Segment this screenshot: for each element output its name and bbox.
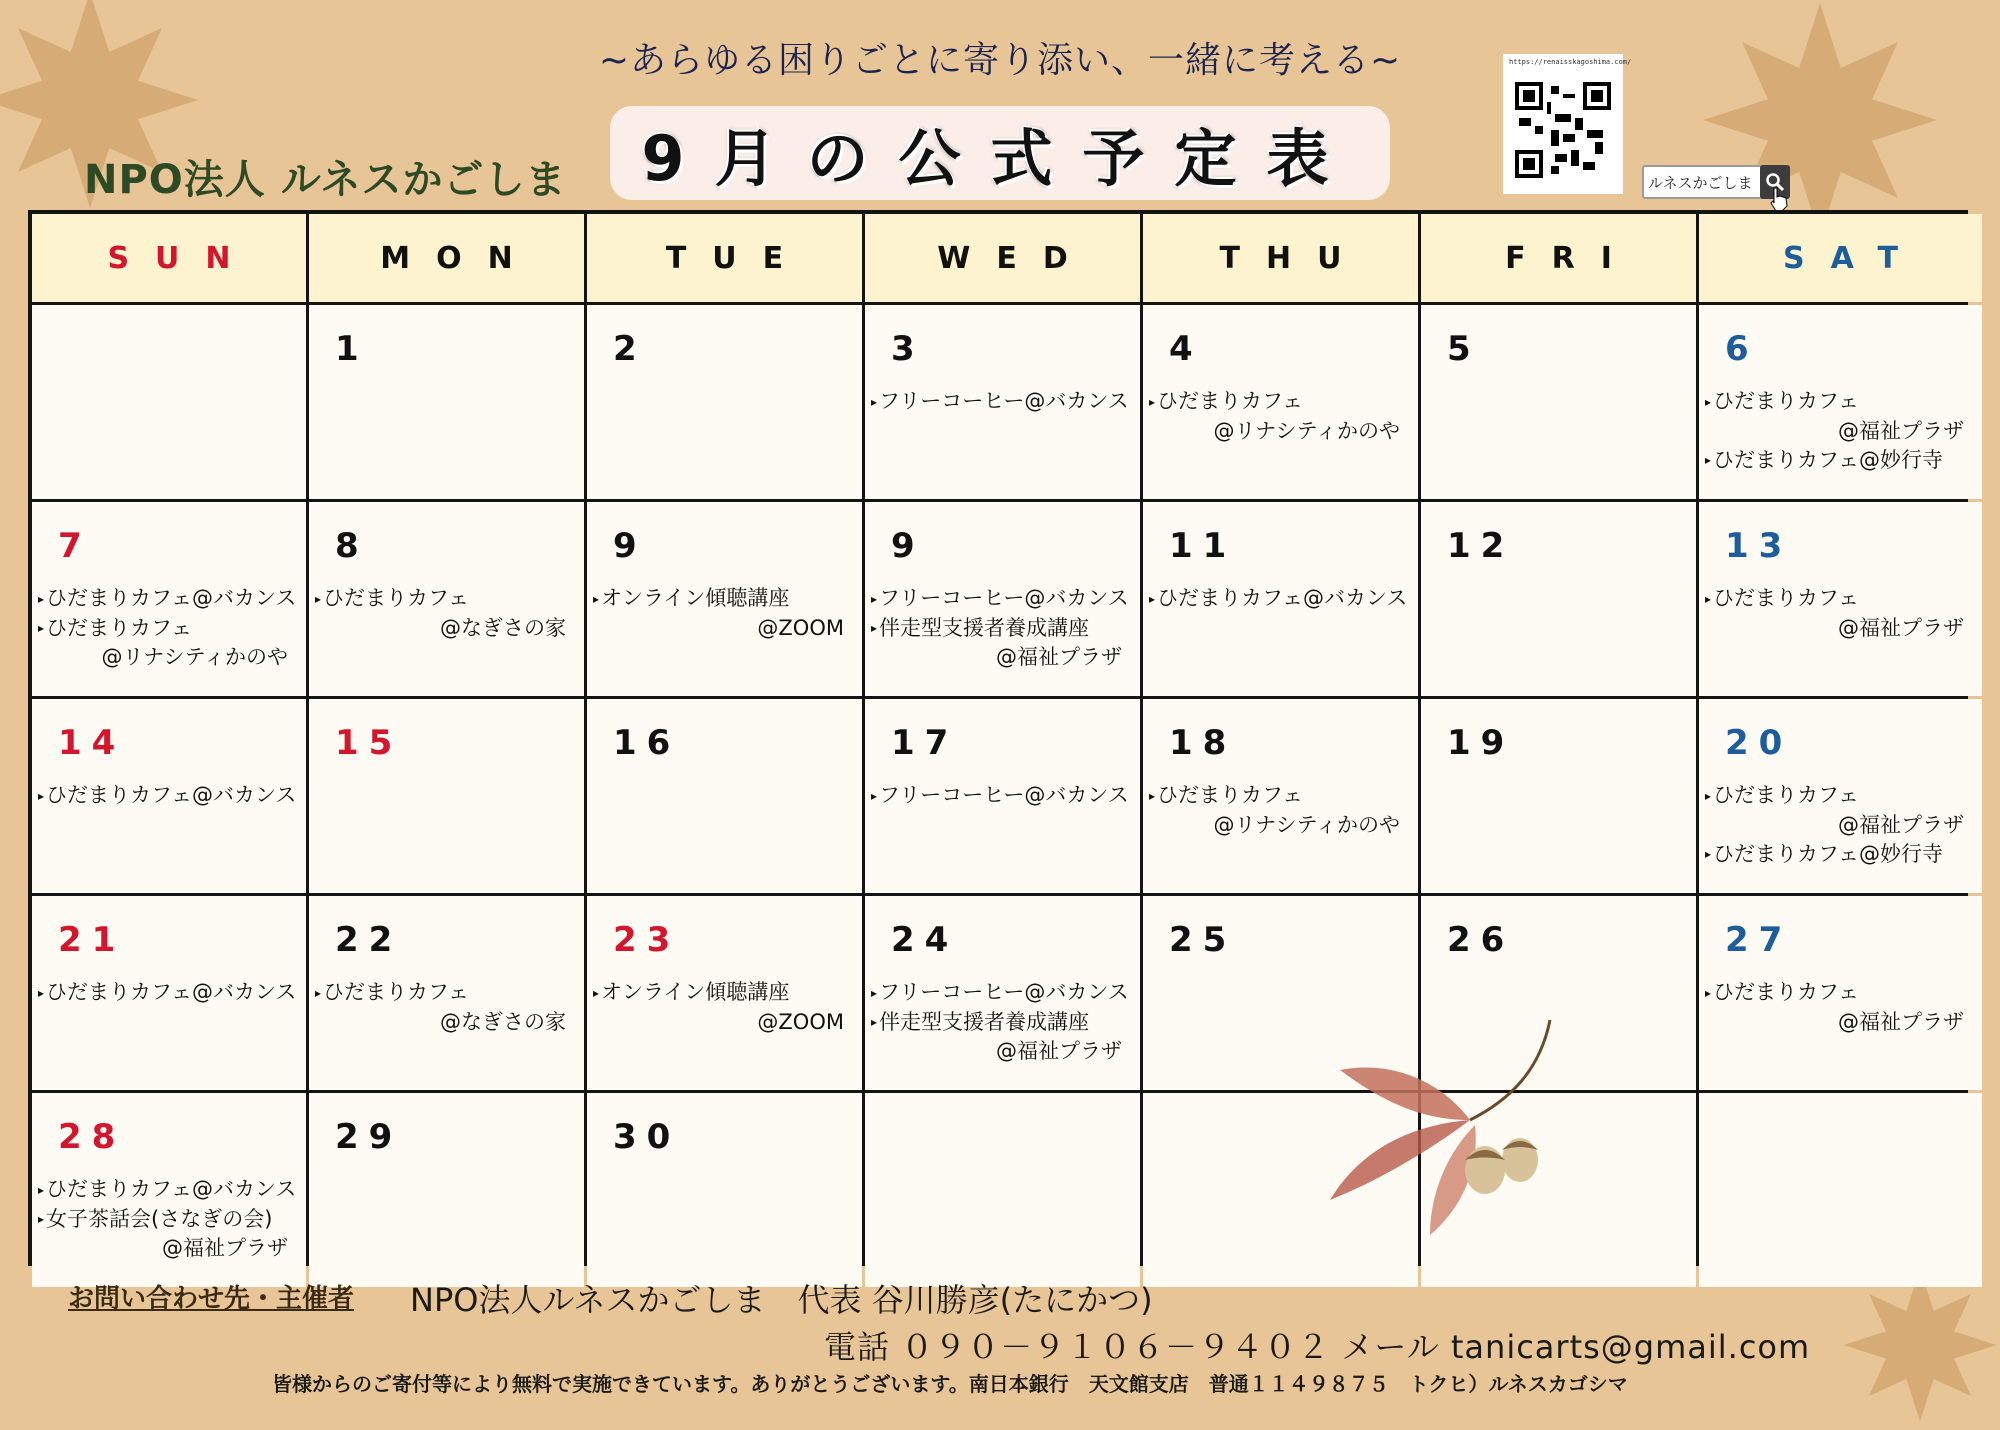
day-number: 13: [1725, 526, 1793, 566]
calendar-day-cell: [865, 1093, 1140, 1287]
event-item: [38, 614, 302, 673]
event-item: [1705, 446, 1978, 476]
contact-line: 電話 ０９０－９１０６－９４０２ メール tanicarts@gmail.com: [824, 1328, 1811, 1366]
calendar-day-cell: [865, 502, 1140, 696]
event-list: [1705, 781, 1978, 869]
day-number: 11: [1169, 526, 1237, 566]
event-item: [871, 387, 1136, 417]
day-number: 5: [1447, 329, 1481, 369]
weekday-header-sun: SUN: [32, 214, 306, 302]
event-item: [1705, 387, 1978, 446]
event-item: [1705, 781, 1978, 840]
bullet-triangle-icon: ▸: [38, 621, 45, 635]
event-title: ひだまりカフェ@バカンス: [46, 1177, 297, 1201]
day-number: 22: [335, 920, 403, 960]
day-number: 8: [335, 526, 369, 566]
day-number: 6: [1725, 329, 1759, 369]
event-item: [38, 781, 302, 811]
day-number: 9: [891, 526, 925, 566]
event-list: [593, 978, 858, 1037]
calendar-day-cell: [1421, 699, 1696, 893]
event-item: [593, 978, 858, 1037]
tagline: ~あらゆる困りごとに寄り添い、一緒に考える~: [598, 40, 1402, 81]
day-number: 1: [335, 329, 369, 369]
calendar-day-cell: [309, 1093, 584, 1287]
day-number: 27: [1725, 920, 1793, 960]
weekday-header-wed: WED: [865, 214, 1140, 302]
day-number: 12: [1447, 526, 1515, 566]
bullet-triangle-icon: ▸: [1705, 394, 1712, 409]
event-title: ひだまりカフェ@妙行寺: [1713, 841, 1943, 866]
event-list: [1705, 584, 1978, 643]
bullet-triangle-icon: ▸: [1149, 788, 1156, 803]
qr-code-icon: [1515, 82, 1611, 178]
day-number: 18: [1169, 723, 1237, 763]
bullet-triangle-icon: ▸: [871, 621, 878, 635]
day-number: 9: [613, 526, 647, 566]
weekday-header-tue: TUE: [587, 214, 862, 302]
bullet-triangle-icon: ▸: [871, 394, 878, 409]
day-number: 4: [1169, 329, 1203, 369]
calendar-day-cell: [865, 305, 1140, 499]
event-title: ひだまりカフェ@バカンス: [1157, 586, 1408, 610]
bullet-triangle-icon: ▸: [871, 1015, 878, 1029]
event-list: [1149, 781, 1414, 840]
bullet-triangle-icon: ▸: [38, 985, 45, 1000]
event-item: [315, 978, 580, 1037]
calendar-day-cell: [1699, 699, 1982, 893]
calendar-grid: [28, 210, 1968, 1266]
event-list: [315, 584, 580, 643]
event-title: ひだまりカフェ: [1713, 980, 1859, 1004]
bullet-triangle-icon: ▸: [38, 1212, 45, 1226]
event-title: ひだまりカフェ: [1157, 389, 1303, 413]
qr-code[interactable]: [1503, 54, 1632, 194]
calendar-day-cell: [587, 502, 862, 696]
day-number: 15: [335, 723, 403, 763]
event-item: [871, 781, 1136, 811]
acorn-leaf-illustration: [1320, 1010, 1580, 1240]
event-list: [38, 584, 302, 672]
event-item: [38, 1175, 302, 1205]
event-location: @リナシティかのや: [101, 645, 288, 669]
event-item: [1705, 840, 1978, 870]
bullet-triangle-icon: ▸: [1705, 453, 1712, 467]
calendar-day-cell: [865, 896, 1140, 1090]
event-title: ひだまりカフェ: [1713, 586, 1859, 610]
day-number: 14: [58, 723, 126, 763]
event-location: @福祉プラザ: [1838, 615, 1964, 640]
event-list: [871, 781, 1136, 811]
event-item: [38, 1205, 302, 1264]
donation-bank-line: 皆様からのご寄付等により無料で実施できています。ありがとうございます。南日本銀行 天文館支店 普通１１４９８７５ トクヒ）ルネスカゴシマ: [272, 1372, 1628, 1396]
event-title: ひだまりカフェ: [1157, 783, 1303, 807]
event-list: [38, 978, 302, 1008]
event-item: [1705, 584, 1978, 643]
event-list: [38, 1175, 302, 1263]
event-item: [38, 978, 302, 1008]
calendar-day-cell: [1421, 502, 1696, 696]
event-title: ひだまりカフェ: [323, 586, 469, 610]
event-title: ひだまりカフェ: [1713, 389, 1859, 413]
calendar-day-cell: [32, 896, 306, 1090]
event-location: @福祉プラザ: [1838, 1009, 1964, 1034]
event-title: 伴走型支援者養成講座: [879, 1009, 1090, 1034]
event-list: [593, 584, 858, 643]
day-number: 16: [613, 723, 681, 763]
bullet-triangle-icon: ▸: [871, 788, 878, 803]
event-list: [1149, 584, 1414, 614]
event-title: ひだまりカフェ@バカンス: [46, 783, 297, 807]
day-number: 29: [335, 1117, 403, 1157]
weekday-header-sat: SAT: [1699, 214, 1982, 302]
event-list: [1149, 387, 1414, 446]
day-number: 26: [1447, 920, 1515, 960]
bullet-triangle-icon: ▸: [871, 985, 878, 1000]
event-title: フリーコーヒー@バカンス: [879, 389, 1129, 413]
event-location: @福祉プラザ: [162, 1236, 288, 1260]
event-title: 女子茶話会(さなぎの会): [46, 1206, 273, 1231]
event-title: ひだまりカフェ@バカンス: [46, 586, 297, 610]
event-location: @リナシティかのや: [1213, 418, 1400, 443]
event-list: [871, 978, 1136, 1066]
bullet-triangle-icon: ▸: [1705, 788, 1712, 803]
organization-name: NPO法人 ルネスかごしま: [84, 157, 567, 203]
page-title: 9月の公式予定表: [641, 121, 1359, 195]
event-title: フリーコーヒー@バカンス: [879, 980, 1129, 1004]
calendar-day-cell: [865, 699, 1140, 893]
day-number: 3: [891, 329, 925, 369]
event-location: @ZOOM: [757, 1009, 844, 1034]
event-item: [1149, 781, 1414, 840]
event-location: @福祉プラザ: [1838, 418, 1964, 443]
day-number: 28: [58, 1117, 126, 1157]
event-item: [315, 584, 580, 643]
calendar-day-cell: [309, 699, 584, 893]
event-title: ひだまりカフェ@妙行寺: [1713, 447, 1943, 472]
calendar-day-cell: [1143, 699, 1418, 893]
event-list: [871, 387, 1136, 417]
event-list: [315, 978, 580, 1037]
calendar-day-cell: [309, 896, 584, 1090]
weekday-header-fri: FRI: [1421, 214, 1696, 302]
calendar-day-cell: [32, 699, 306, 893]
day-number: 17: [891, 723, 959, 763]
event-location: @ZOOM: [757, 615, 844, 640]
calendar-day-cell: [32, 1093, 306, 1287]
event-title: ひだまりカフェ: [323, 980, 469, 1004]
day-number: 21: [58, 920, 126, 960]
event-location: @福祉プラザ: [996, 1039, 1122, 1063]
event-item: [1149, 387, 1414, 446]
event-title: ひだまりカフェ@バカンス: [46, 980, 297, 1004]
calendar-day-cell: [32, 305, 306, 499]
event-list: [871, 584, 1136, 672]
qr-url: https://renaisskagoshima.com/: [1509, 58, 1632, 66]
day-number: 24: [891, 920, 959, 960]
bullet-triangle-icon: ▸: [1705, 985, 1712, 1000]
bullet-triangle-icon: ▸: [1149, 394, 1156, 409]
day-number: 19: [1447, 723, 1515, 763]
event-item: [1705, 978, 1978, 1037]
calendar-day-cell: [587, 896, 862, 1090]
bullet-triangle-icon: ▸: [593, 985, 600, 1000]
calendar-day-cell: [1143, 502, 1418, 696]
day-number: 2: [613, 329, 647, 369]
calendar-day-cell: [1699, 502, 1982, 696]
calendar-day-cell: [1143, 305, 1418, 499]
bullet-triangle-icon: ▸: [1149, 591, 1156, 606]
event-title: ひだまりカフェ: [46, 615, 192, 640]
event-item: [871, 978, 1136, 1008]
event-location: @なぎさの家: [440, 1009, 566, 1034]
event-location: @なぎさの家: [440, 615, 566, 640]
bullet-triangle-icon: ▸: [1705, 847, 1712, 861]
bullet-triangle-icon: ▸: [38, 788, 45, 803]
bullet-triangle-icon: ▸: [1705, 591, 1712, 606]
event-list: [1705, 978, 1978, 1037]
event-title: オンライン傾聴講座: [601, 980, 790, 1004]
day-number: 20: [1725, 723, 1793, 763]
event-item: [38, 584, 302, 614]
event-title: オンライン傾聴講座: [601, 586, 790, 610]
event-title: フリーコーヒー@バカンス: [879, 783, 1129, 807]
event-list: [1705, 387, 1978, 475]
calendar-day-cell: [587, 1093, 862, 1287]
event-list: [38, 781, 302, 811]
calendar-day-cell: [1699, 896, 1982, 1090]
calendar-day-cell: [1421, 305, 1696, 499]
title-banner: [610, 106, 1390, 200]
day-number: 7: [58, 526, 92, 566]
calendar-day-cell: [1699, 1093, 1982, 1287]
day-number: 25: [1169, 920, 1237, 960]
bullet-triangle-icon: ▸: [38, 591, 45, 606]
bullet-triangle-icon: ▸: [871, 591, 878, 606]
organizer-line: NPO法人ルネスかごしま 代表 谷川勝彦(たにかつ): [410, 1281, 1153, 1319]
event-title: ひだまりカフェ: [1713, 783, 1859, 807]
event-item: [871, 1008, 1136, 1067]
weekday-header-mon: MON: [309, 214, 584, 302]
event-location: @福祉プラザ: [996, 645, 1122, 669]
calendar-day-cell: [309, 305, 584, 499]
weekday-header-thu: THU: [1143, 214, 1418, 302]
search-input[interactable]: ルネスかごしま: [1648, 174, 1753, 192]
bullet-triangle-icon: ▸: [315, 985, 322, 1000]
event-location: @福祉プラザ: [1838, 812, 1964, 837]
event-item: [871, 584, 1136, 614]
event-title: フリーコーヒー@バカンス: [879, 586, 1129, 610]
bullet-triangle-icon: ▸: [315, 591, 322, 606]
hand-cursor-icon: [1768, 186, 1790, 212]
day-number: 30: [613, 1117, 681, 1157]
event-item: [593, 584, 858, 643]
event-item: [871, 614, 1136, 673]
calendar-day-cell: [587, 699, 862, 893]
event-location: @リナシティかのや: [1213, 812, 1400, 837]
day-number: 23: [613, 920, 681, 960]
contact-label: お問い合わせ先・主催者: [68, 1284, 355, 1314]
calendar-day-cell: [587, 305, 862, 499]
calendar-day-cell: [1699, 305, 1982, 499]
event-title: 伴走型支援者養成講座: [879, 615, 1090, 640]
bullet-triangle-icon: ▸: [593, 591, 600, 606]
calendar-day-cell: [309, 502, 584, 696]
calendar-day-cell: [32, 502, 306, 696]
bullet-triangle-icon: ▸: [38, 1182, 45, 1197]
event-item: [1149, 584, 1414, 614]
